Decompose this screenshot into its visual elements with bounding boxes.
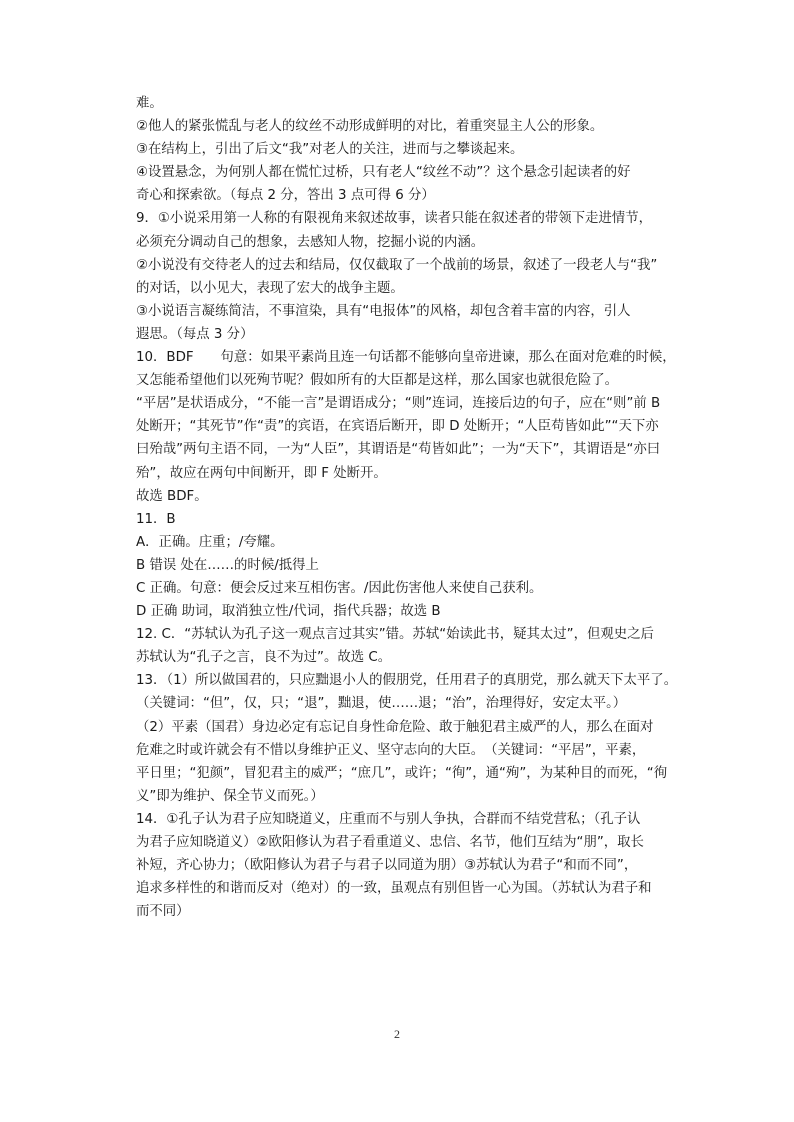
text-line: 追求多样性的和谐而反对（绝对）的一致，虽观点有别但皆一心为国。（苏轼认为君子和 xyxy=(136,881,652,897)
text-line: 10．BDF 句意：如果平素尚且连一句话都不能够向皇帝进谏，那么在面对危难的时候， xyxy=(136,350,676,366)
text-line: ②他人的紧张慌乱与老人的纹丝不动形成鲜明的对比，着重突显主人公的形象。 xyxy=(136,119,604,135)
text-line: 平日里；“犯颜”，冒犯君主的威严；“庶几”，或许；“徇”，通“殉”，为某种目的而死，“徇 xyxy=(136,765,668,781)
text-line: 难。 xyxy=(136,96,163,111)
text-line: 遐思。（每点 3 分） xyxy=(136,326,254,342)
text-line: 补短，齐心协力；（欧阳修认为君子与君子以同道为朋）③苏轼认为君子“和而不同”， xyxy=(136,858,638,874)
text-line: 曰殆哉”两句主语不同，一为“人臣”，其谓语是“苟皆如此”；一为“天下”，其谓语是“亦曰 xyxy=(136,442,661,458)
text-line: B 错误 处在……的时候/抵得上 xyxy=(136,557,319,573)
text-line: 而不同） xyxy=(136,904,190,920)
text-line: 故选 BDF。 xyxy=(136,488,208,504)
text-line: 处断开；“其死节”作“责”的宾语，在宾语后断开，即 D 处断开；“人臣苟皆如此”“天下亦 xyxy=(136,419,659,435)
text-line: ③小说语言凝练简洁，不事渲染，具有“电报体”的风格，却包含着丰富的内容，引人 xyxy=(136,303,631,319)
text-line: 14．①孔子认为君子应知晓道义，庄重而不与别人争执，合群而不结党营私；（孔子认 xyxy=(136,811,641,827)
text-line: ④设置悬念，为何别人都在慌忙过桥，只有老人“纹丝不动”？这个悬念引起读者的好 xyxy=(136,165,631,181)
text-line: 奇心和探索欲。（每点 2 分，答出 3 点可得 6 分） xyxy=(136,188,435,204)
page-number: 2 xyxy=(394,1027,400,1041)
answer-text-body xyxy=(136,92,678,923)
text-line: 殆”，故应在两句中间断开，即 F 处断开。 xyxy=(136,465,387,481)
text-line: （关键词：“但”，仅，只；“退”，黜退，使……退；“治”，治理得好，安定太平。） xyxy=(136,696,627,712)
text-line: 必须充分调动自己的想象，去感知人物，挖掘小说的内涵。 xyxy=(136,234,485,250)
text-line: 13．（1）所以做国君的，只应黜退小人的假朋党，任用君子的真朋党，那么就天下太平了。 xyxy=(136,673,678,689)
text-line: 又怎能希望他们以死殉节呢？假如所有的大臣都是这样，那么国家也就很危险了。 xyxy=(136,373,619,389)
text-line: 为君子应知晓道义）②欧阳修认为君子看重道义、忠信、名节，他们互结为“朋”，取长 xyxy=(136,835,644,850)
text-line: 的对话，以小见大，表现了宏大的战争主题。 xyxy=(136,280,404,296)
text-line: A．正确。庄重；/夸耀。 xyxy=(136,534,284,550)
text-line: “平居”是状语成分，“不能一言”是谓语成分；“则”连词，连接后边的句子，应在“则”前 B xyxy=(136,396,661,412)
text-line: C 正确。句意：便会反过来互相伤害。/因此伤害他人来使自己获利。 xyxy=(136,580,543,596)
text-line: 9．①小说采用第一人称的有限视角来叙述故事，读者只能在叙述者的带领下走进情节， xyxy=(136,211,652,227)
text-line: 义”即为维护、保全节义而死。） xyxy=(136,788,324,804)
text-line: （2）平素（国君）身边必定有忘记自身性命危险、敢于触犯君主威严的人，那么在面对 xyxy=(136,719,654,735)
text-line: D 正确 助词，取消独立性/代词，指代兵器；故选 B xyxy=(136,604,441,620)
text-line: ②小说没有交待老人的过去和结局，仅仅截取了一个战前的场景，叙述了一段老人与“我” xyxy=(136,257,658,273)
text-line: 苏轼认为“孔子之言，良不为过”。故选 C。 xyxy=(136,650,392,666)
text-line: ③在结构上，引出了后文“我”对老人的关注，进而与之攀谈起来。 xyxy=(136,142,524,158)
text-line: 12. C．“苏轼认为孔子这一观点言过其实”错。苏轼“始读此书，疑其太过”，但观史之后 xyxy=(136,627,654,643)
text-line: 危难之时或许就会有不惜以身维护正义、坚守志向的大臣。 （关键词：“平居”，平素， xyxy=(136,742,646,758)
text-line: 11．B xyxy=(136,511,176,527)
